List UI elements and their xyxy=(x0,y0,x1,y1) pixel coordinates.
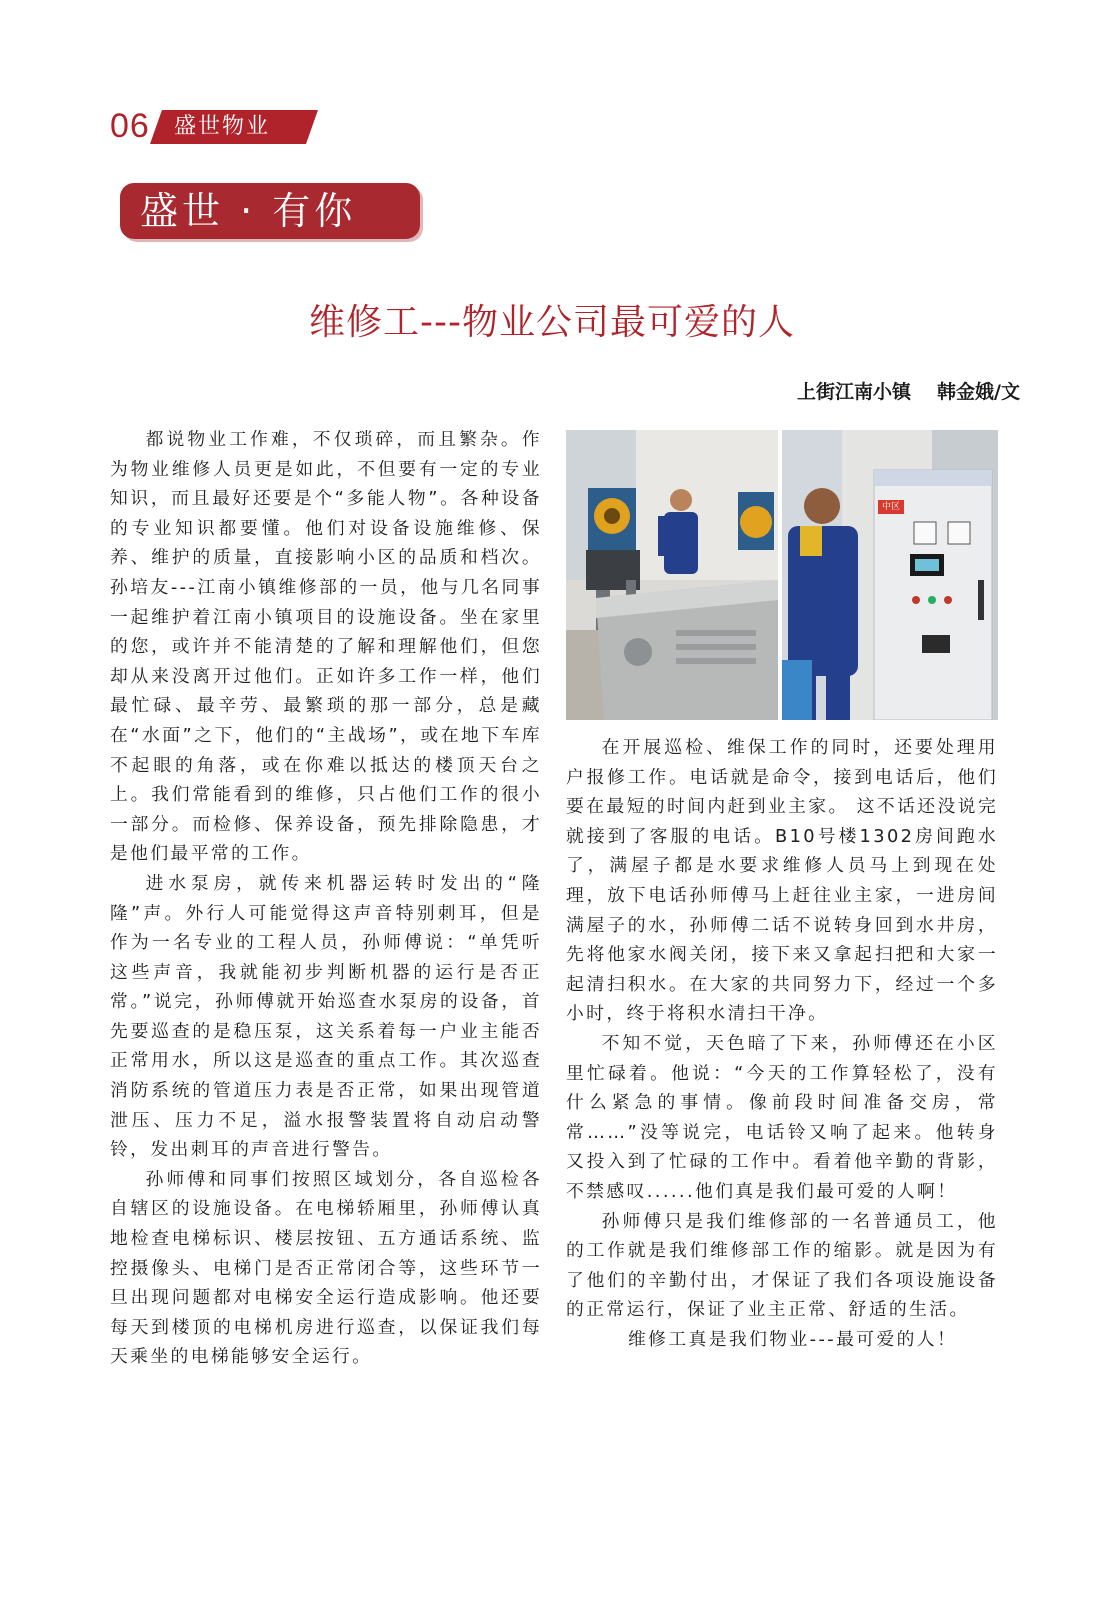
right-column xyxy=(566,733,998,1354)
photo-strip xyxy=(566,430,998,720)
paragraph: 孙师傅和同事们按照区域划分，各自巡检各自辖区的设施设备。在电梯轿厢里，孙师傅认真地检查电梯标识、楼层按钮、五方通话系统、监控摄像头、电梯门是否正常闭合等，这些环节一旦出现问题都对电梯安全运行造成影响。他还要每天到楼顶的电梯机房进行巡查，以保证我们每天乘坐的电梯能够安全运行。 xyxy=(110,1168,542,1368)
section-label: 盛世物业 xyxy=(174,114,271,139)
article-title: 维修工---物业公司最可爱的人 xyxy=(309,302,795,343)
photo-pump-room xyxy=(566,430,778,720)
photo-control-panel xyxy=(782,430,998,720)
column-banner-text: 盛世 · 有你 xyxy=(140,189,357,233)
cabinet-label: 中区 xyxy=(881,502,900,512)
paragraph: 在开展巡检、维保工作的同时，还要处理用户报修工作。电话就是命令，接到电话后，他们要在最短的时间内赶到业主家。 这不话还没说完就接到了客服的电话。B10号楼1302房间跑水了，满屋子都是水要求维修人员马上到现在处理，放下电话孙师傅马上赶往业主家，一进房间满屋子的水，孙师傅二话不说转身回到水井房，先将他家水阀关闭，接下来又拿起扫把和大家一起清扫积水。在大家的共同努力下，经过一个多小时，终于将积水清扫干净。 xyxy=(566,737,998,1025)
paragraph: 进水泵房，就传来机器运转时发出的“隆隆”声。外行人可能觉得这声音特别刺耳，但是作为一名专业的工程人员，孙师傅说：“单凭听这些声音，我就能初步判断机器的运行是否正常。”说完，孙师傅就开始巡查水泵房的设备，首先要巡查的是稳压泵，这关系着每一户业主能否正常用水，所以这是巡查的重点工作。其次巡查消防系统的管道压力表是否正常，如果出现管道泄压、压力不足，溢水报警装置将自动启动警铃，发出刺耳的声音进行警告。 xyxy=(110,872,542,1161)
closing-line: 维修工真是我们物业---最可爱的人！ xyxy=(628,1328,958,1350)
paragraph: 孙师傅只是我们维修部的一名普通员工，他的工作就是我们维修部工作的缩影。就是因为有了他们的辛勤付出，才保证了我们各项设施设备的正常运行，保证了业主正常、舒适的生活。 xyxy=(566,1210,998,1321)
paragraph: 都说物业工作难，不仅琐碎，而且繁杂。作为物业维修人员更是如此，不但要有一定的专业知识，而且最好还要是个“多能人物”。各种设备的专业知识都要懂。他们对设备设施维修、保养、维护的质量，直接影响小区的品质和档次。孙培友---江南小镇维修部的一员，他与几名同事一起维护着江南小镇项目的设施设备。坐在家里的您，或许并不能清楚的了解和理解他们，但您却从来没离开过他们。正如许多工作一样，他们最忙碌、最辛劳、最繁琐的那一部分，总是藏在“水面”之下，他们的“主战场”，或在地下车库不起眼的角落，或在你难以抵达的楼顶天台之上。我们常能看到的维修，只占他们工作的很小一部分。而检修、保养设备，预先排除隐患，才是他们最平常的工作。 xyxy=(110,429,542,865)
column-banner xyxy=(120,183,420,239)
byline-author: 韩金娥/文 xyxy=(937,381,1020,403)
byline xyxy=(797,378,1020,406)
section-tag xyxy=(150,110,318,144)
page-number: 06 xyxy=(110,107,150,145)
left-column xyxy=(110,425,542,1372)
byline-place: 上街江南小镇 xyxy=(797,381,912,403)
paragraph: 不知不觉，天色暗了下来，孙师傅还在小区里忙碌着。他说：“今天的工作算轻松了，没有什么紧急的事情。像前段时间准备交房，常常……”没等说完，电话铃又响了起来。他转身又投入到了忙碌的工作中。看着他辛勤的背影，不禁感叹......他们真是我们最可爱的人啊！ xyxy=(566,1032,998,1202)
